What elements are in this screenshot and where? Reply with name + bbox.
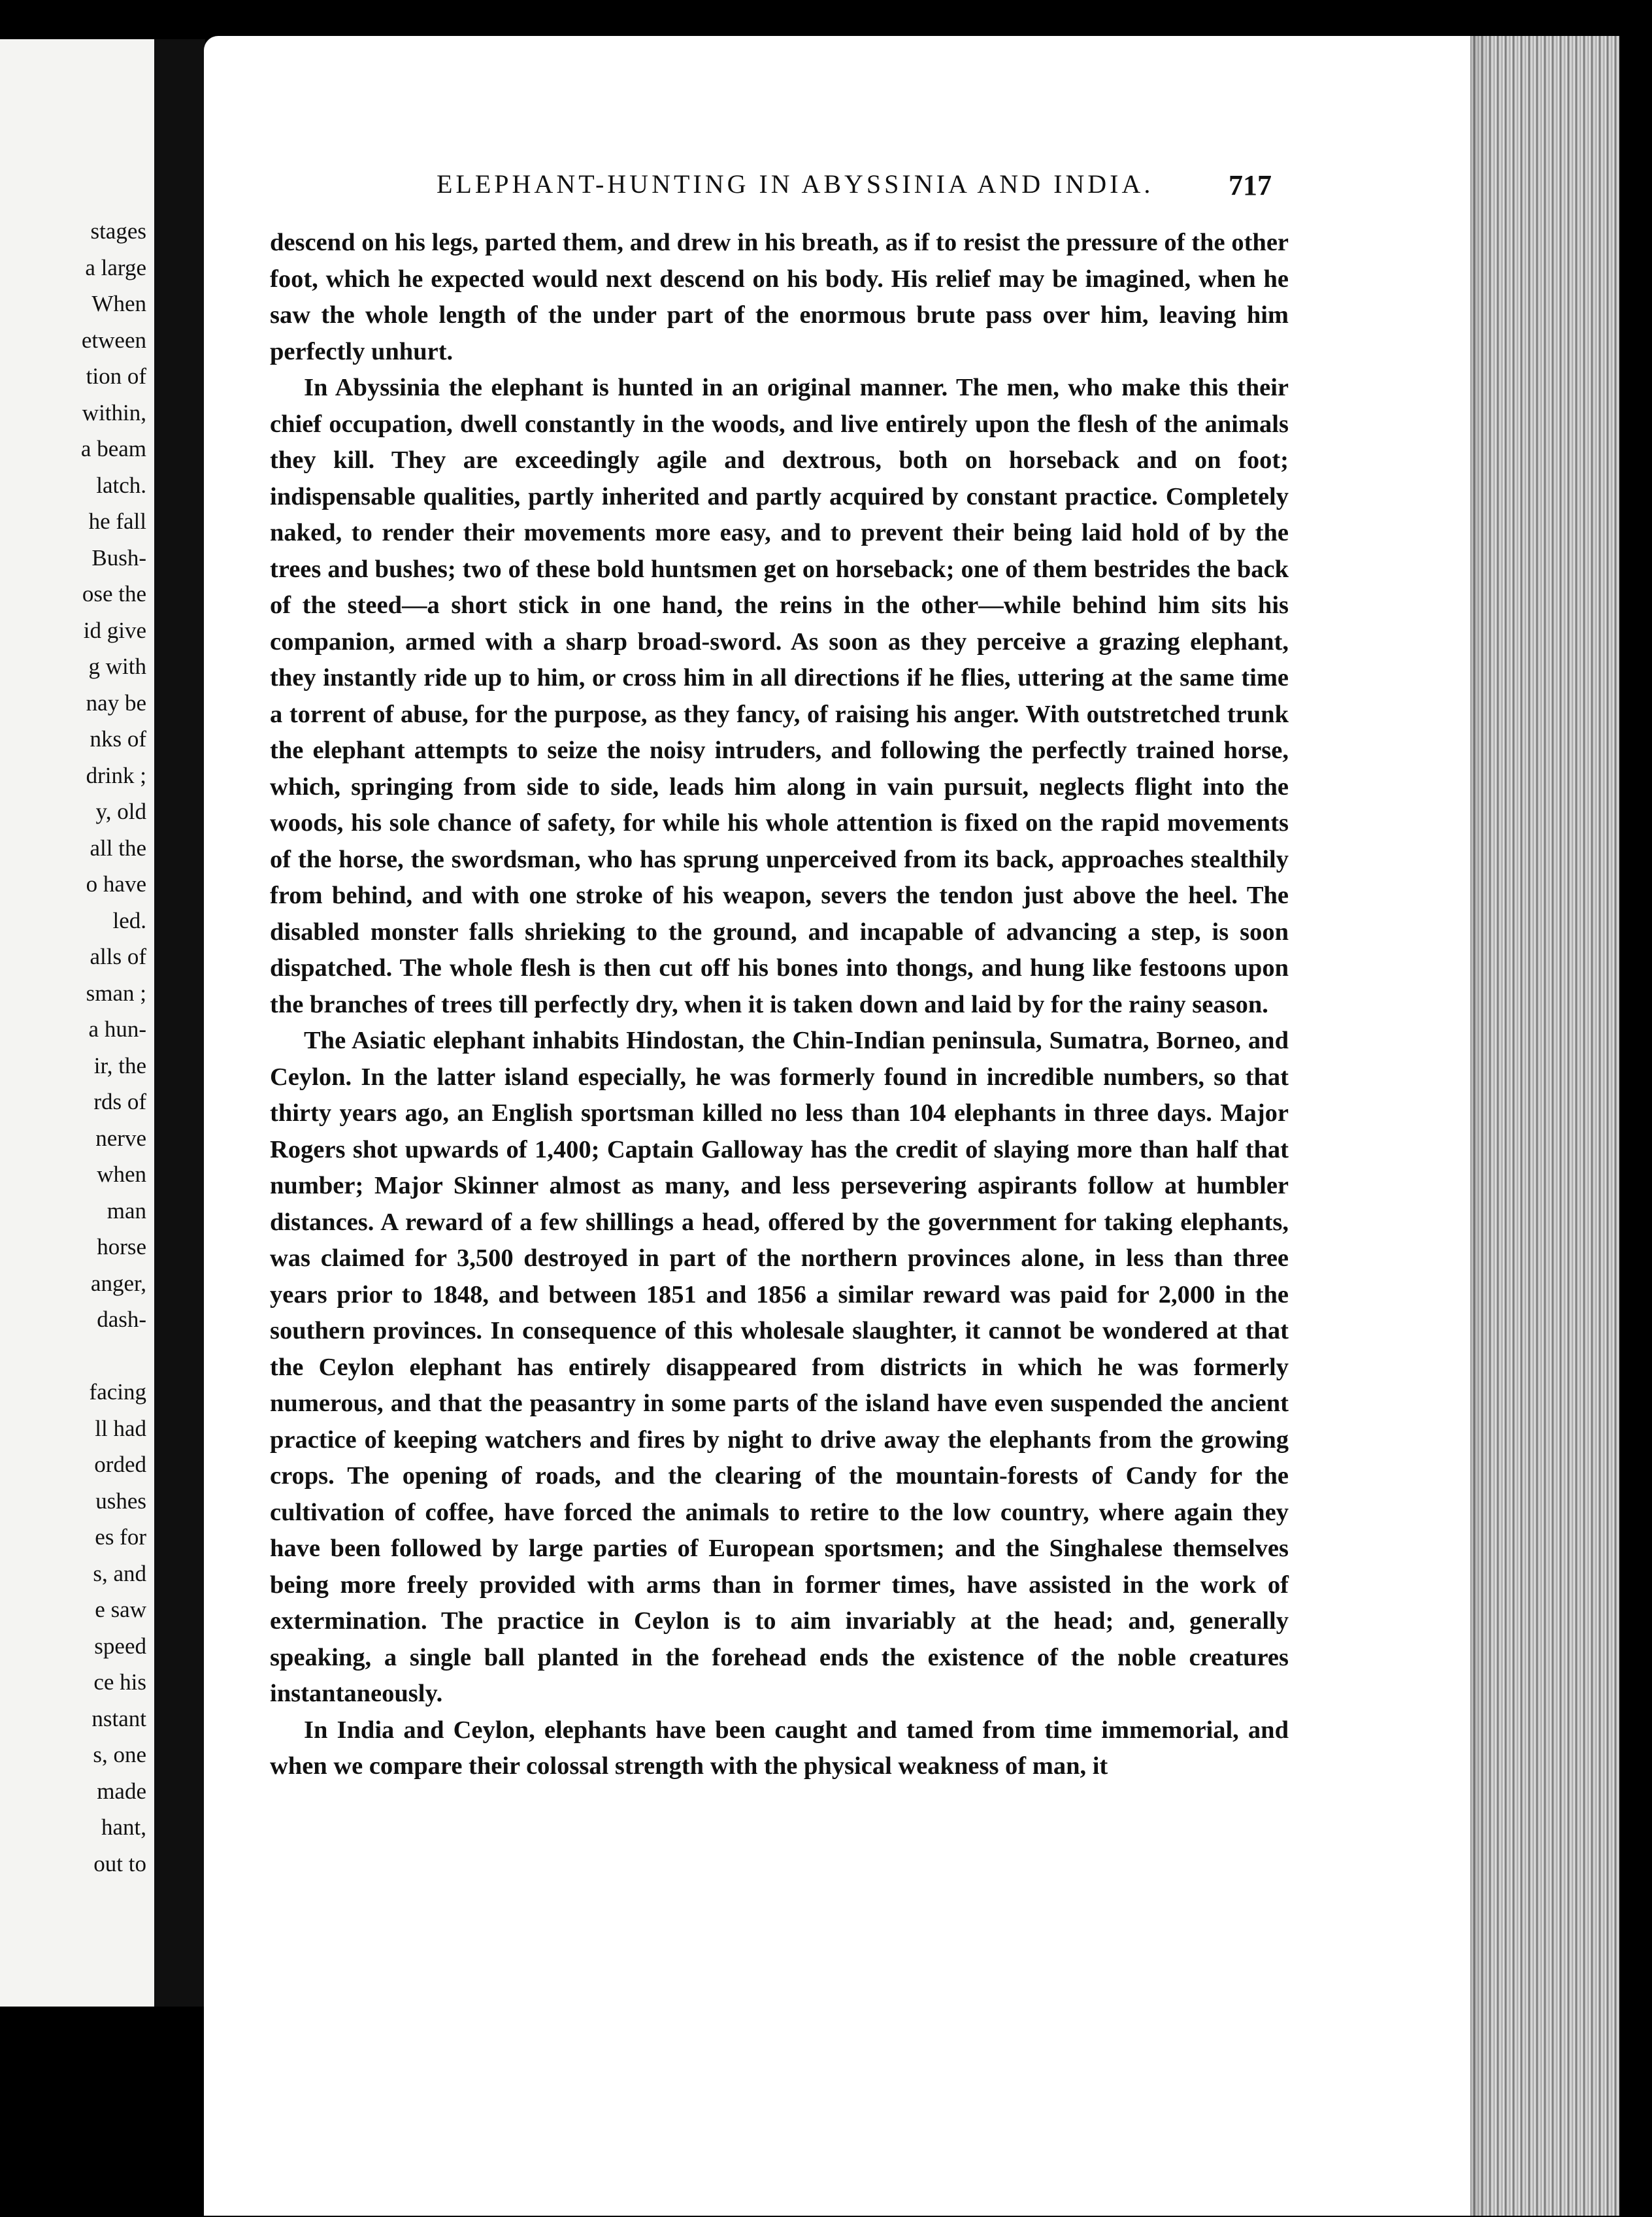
book-gutter — [154, 39, 205, 2007]
left-page-line: nks of — [90, 726, 146, 752]
left-page-line: a hun- — [88, 1016, 146, 1042]
page-number: 717 — [1229, 169, 1272, 201]
left-page-line: anger, — [90, 1270, 146, 1296]
left-page-line: out to — [93, 1850, 146, 1876]
left-page-line: man — [107, 1197, 146, 1224]
left-page-line: ose the — [82, 581, 146, 607]
left-page-line: y, old — [95, 799, 146, 824]
paragraph-1: descend on his legs, parted them, and drew in his breath, as if to resist the pressure of the other foot, which he expected would next descend on his body. His relief may be imagined, when he saw the whole length of the under part of the enormous brute pass over him, leaving him perfectly unhurt. — [270, 229, 1289, 365]
left-page-line: stages — [90, 218, 146, 244]
left-page-line: latch. — [96, 472, 146, 498]
left-page-line: when — [97, 1161, 146, 1187]
left-page-line: ll had — [95, 1415, 146, 1441]
left-page-line: es for — [95, 1524, 146, 1550]
left-page-line: Bush- — [91, 544, 146, 571]
left-page-line: o have — [86, 871, 146, 897]
paragraph-2: In Abyssinia the elephant is hunted in an original manner. The men, who make this their chief occupation, dwell constantly in the woods, and live entirely upon the flesh of the animals they kill. They are exceedingly agile and dextrous, both on horseback and on foot; indispensable qualities, partly inherited and partly acquired by constant practice. Completely naked, to render their movements more easy, and to prevent their being laid hold of by the trees and bushes; two of these bold huntsmen get on horseback; one of them bestrides the back of the steed—a short stick in one hand, the reins in the other—while behind him sits his companion, armed with a sharp broad-sword. As soon as they perceive a grazing elephant, they instantly ride up to him, or cross him in all directions if he flies, uttering at the same time a torrent of abuse, for the purpose, as they fancy, of raising his anger. With outstretched trunk the elephant attempts to seize the noisy intruders, and following the perfectly trained horse, which, springing from side to side, leads him along in vain pursuit, neglects flight into the woods, his sole chance of safety, for while his whole attention is fixed on the rapid movements of the horse, the swordsman, who has sprung unperceived from its back, approaches stealthily from behind, and with one stroke of his weapon, severs the tendon just above the heel. The disabled monster falls shrieking to the ground, and incapable of advancing a step, is soon dispatched. The whole flesh is then cut off his bones into thongs, and hung like festoons upon the branches of trees till perfectly dry, when it is taken down and laid by for the rainy season. — [270, 374, 1289, 1018]
left-page-line: nay be — [86, 690, 146, 716]
left-page-line: he fall — [88, 508, 146, 534]
left-page-line: orded — [94, 1452, 146, 1477]
left-page-line: rds of — [93, 1089, 146, 1114]
running-head: ELEPHANT-HUNTING IN ABYSSINIA AND INDIA. — [437, 169, 1154, 199]
left-page-line: facing — [89, 1379, 146, 1405]
left-page-line: tion of — [86, 363, 146, 389]
left-page-line: alls of — [90, 944, 146, 969]
left-page-line: speed — [94, 1633, 146, 1659]
left-page-line: g with — [88, 654, 146, 679]
left-page-line: a large — [85, 254, 146, 280]
left-page-line: a beam — [80, 436, 146, 461]
left-page-line: dash- — [97, 1307, 146, 1332]
left-page-line: sman ; — [86, 980, 146, 1006]
left-page — [0, 39, 161, 2007]
left-page-line: s, one — [93, 1742, 146, 1767]
paragraph-3: The Asiatic elephant inhabits Hindostan, the Chin-Indian peninsula, Sumatra, Borneo, and Ceylon. In the latter island especially, he was formerly found in incredible numbers, so that thirty years ago, an English sportsman killed no less than 104 elephants in three days. Major Rogers shot upwards of 1,400; Captain Galloway has the credit of slaying more than half that number; Major Skinner almost as many, and less persevering aspirants follow at humbler distances. A reward of a few shillings a head, offered by the government for taking elephants, was claimed for 3,500 destroyed in part of the northern provinces alone, in less than three years prior to 1848, and between 1851 and 1856 a similar reward was paid for 2,000 in the southern provinces. In consequence of this wholesale slaughter, it cannot be wondered at that the Ceylon elephant has entirely disappeared from districts in which he was formerly numerous, and that the peasantry in some parts of the island have even suspended the ancient practice of keeping watchers and fires by night to drive away the elephants from the growing crops. The opening of roads, and the clearing of the mountain-forests of Candy for the cultivation of coffee, have forced the animals to retire to the low country, where again they have been followed by large parties of European sportsmen; and the Singhalese themselves being more freely provided with arms than in former times, have assisted in the work of extermination. The practice in Ceylon is to aim invariably at the head; and, generally speaking, a single ball planted in the forehead ends the existence of the noble creatures instantaneously. — [270, 1027, 1289, 1707]
left-page-line: ce his — [93, 1669, 146, 1695]
left-page-line: e saw — [95, 1597, 146, 1622]
left-page-line: etween — [81, 327, 146, 353]
left-page-line: ir, the — [93, 1052, 146, 1078]
left-page-line: within, — [82, 399, 146, 425]
left-page-line: hant, — [101, 1814, 146, 1840]
left-page-line: made — [97, 1778, 146, 1804]
left-page-line: drink ; — [86, 762, 146, 788]
left-page-line: nstant — [91, 1705, 146, 1731]
paragraph-4: In India and Ceylon, elephants have been caught and tamed from time immemorial, and when we compare their colossal strength with the physical weakness of man, it — [270, 1716, 1289, 1780]
page-edges — [1470, 36, 1619, 2216]
page-edge-shadow — [1470, 36, 1490, 2216]
left-page-line: s, and — [93, 1560, 146, 1586]
left-page-line: nerve — [95, 1125, 146, 1151]
left-page-line: id give — [83, 617, 146, 643]
left-page-line: horse — [97, 1234, 146, 1259]
left-page-line: When — [91, 291, 146, 316]
left-page-line: ushes — [95, 1488, 146, 1514]
left-page-line: all the — [90, 835, 146, 861]
body-text — [270, 225, 1289, 1785]
left-page-line: led. — [112, 907, 146, 933]
